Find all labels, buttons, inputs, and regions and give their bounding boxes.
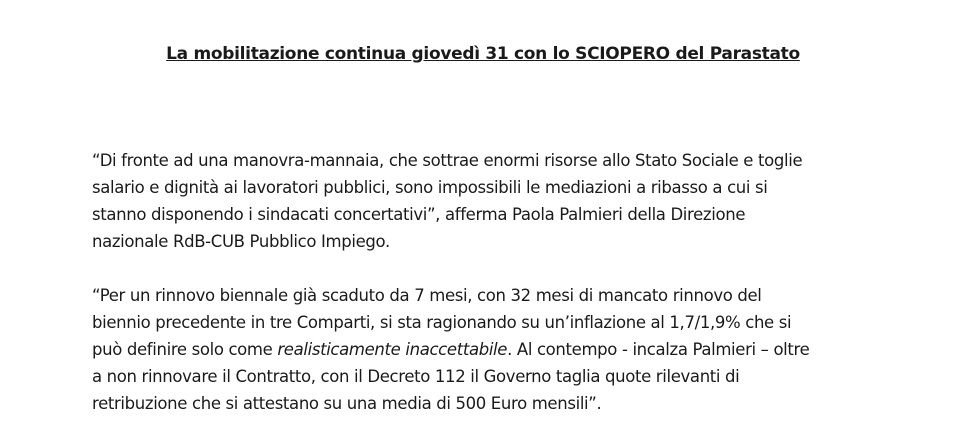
paragraph-text: può definire solo come xyxy=(92,340,278,359)
paragraph-line: biennio precedente in tre Comparti, si sta ragionando su un’inflazione al 1,7/1,9% che si xyxy=(92,313,792,332)
paragraph-quote-1 xyxy=(92,147,882,255)
paragraph-line xyxy=(92,336,882,363)
emphasized-text: realisticamente inaccettabile xyxy=(277,340,508,359)
paragraph-line: a non rinnovare il Contratto, con il Decreto 112 il Governo taglia quote rilevanti di xyxy=(92,367,740,386)
paragraph-line: retribuzione che si attestano su una media di 500 Euro mensili”. xyxy=(92,394,602,413)
paragraph-text: . Al contempo - incalza Palmieri – oltre xyxy=(507,340,810,359)
paragraph-line: “Di fronte ad una manovra-mannaia, che sottrae enormi risorse allo Stato Sociale e toglie xyxy=(92,151,803,170)
document-title: La mobilitazione continua giovedì 31 con lo SCIOPERO del Parastato xyxy=(166,44,800,64)
paragraph-line: salario e dignità ai lavoratori pubblici, sono impossibili le mediazioni a ribasso a cui si xyxy=(92,178,768,197)
paragraph-line: nazionale RdB-CUB Pubblico Impiego. xyxy=(92,232,390,251)
paragraph-line: stanno disponendo i sindacati concertativi”, afferma Paola Palmieri della Direzione xyxy=(92,205,746,224)
paragraph-quote-2 xyxy=(92,282,882,417)
paragraph-line: “Per un rinnovo biennale già scaduto da 7 mesi, con 32 mesi di mancato rinnovo del xyxy=(92,286,762,305)
